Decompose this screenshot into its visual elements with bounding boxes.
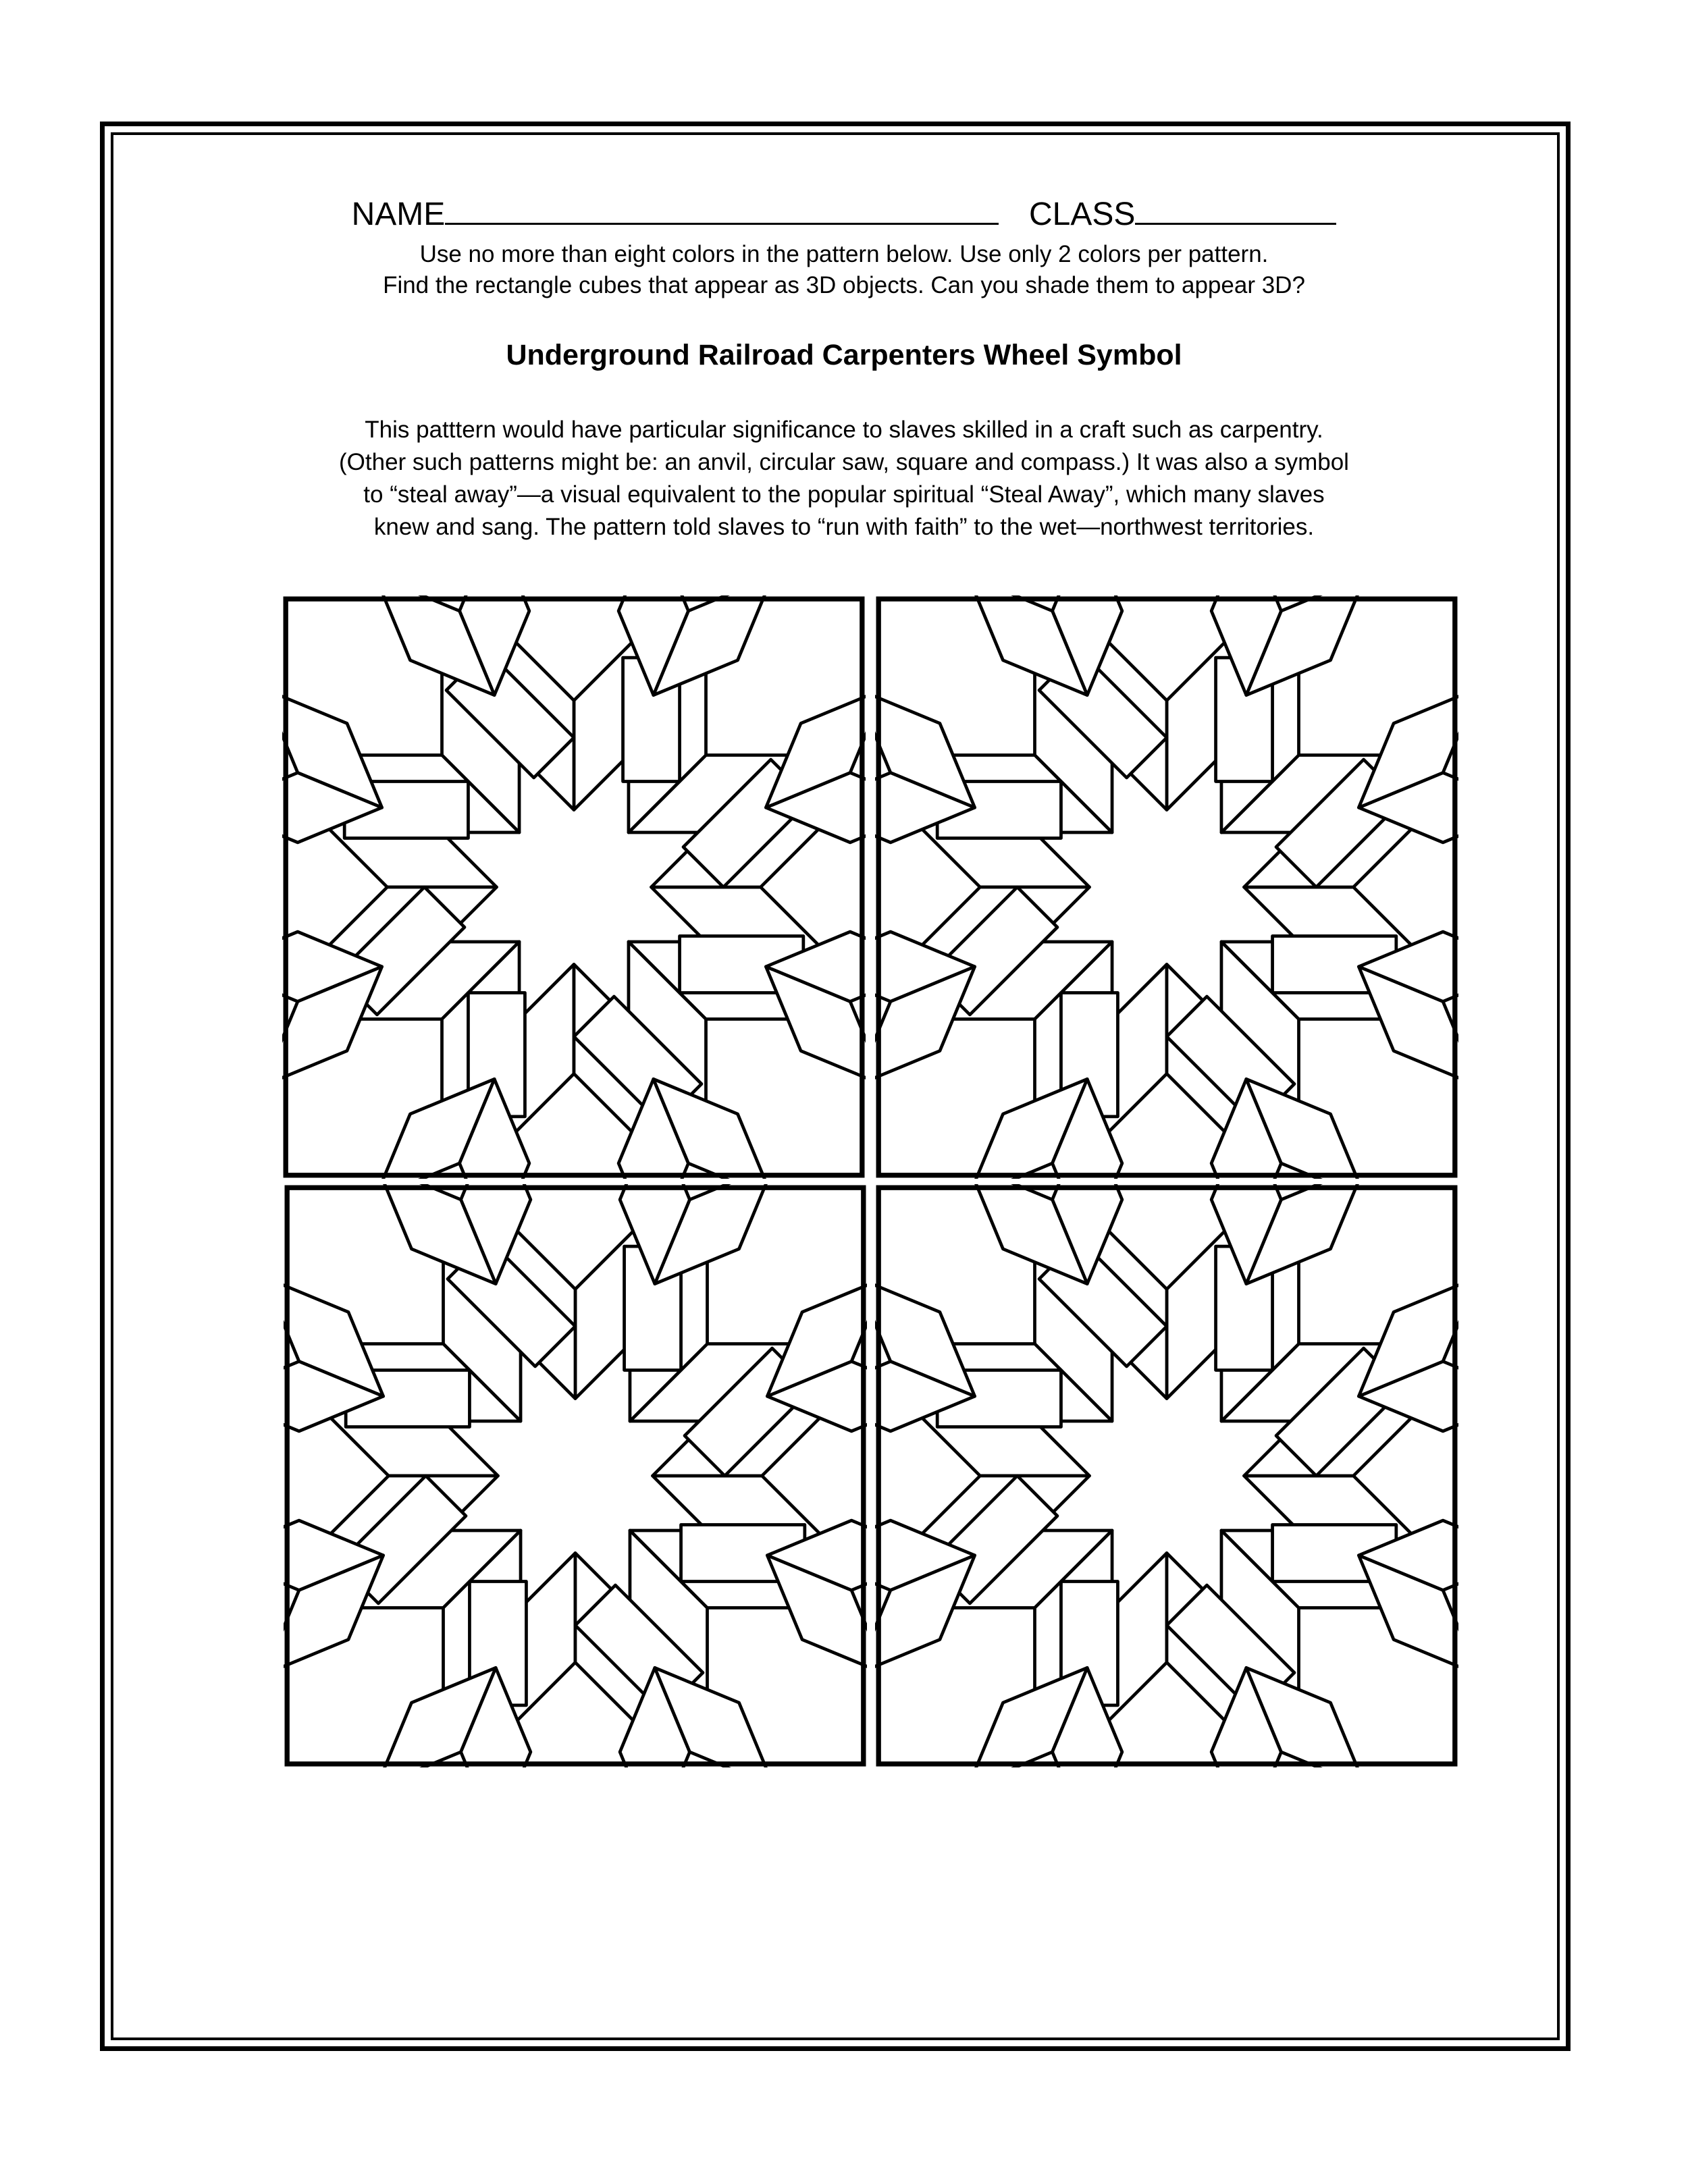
quilt-block-bottom-left[interactable]: [284, 1184, 867, 1767]
quilt-background: [877, 1186, 1456, 1765]
paragraph-line-3: to “steal away”—a visual equivalent to the popular spiritual “Steal Away”, which many slaves: [363, 481, 1325, 508]
quilt-block-top-right[interactable]: [875, 595, 1458, 1179]
name-blank[interactable]: [445, 196, 999, 225]
name-class-line: [0, 196, 1688, 243]
quilt-background: [286, 1186, 864, 1765]
page-title: Underground Railroad Carpenters Wheel Symbol: [506, 339, 1182, 371]
paragraph-line-4: knew and sang. The pattern told slaves to “run with faith” to the wet—northwest territories.: [373, 514, 1315, 540]
quilt-background: [877, 597, 1456, 1176]
instruction-line-2: Find the rectangle cubes that appear as 3D objects. Can you shade them to appear 3D?: [383, 272, 1305, 298]
class-blank[interactable]: [1135, 196, 1336, 225]
quilt-block-top-left[interactable]: [282, 595, 866, 1179]
paragraph-line-1: This patttern would have particular significance to slaves skilled in a craft such as carpentry.: [365, 417, 1323, 443]
paragraph-line-2: (Other such patterns might be: an anvil, circular saw, square and compass.) It was also a symbol: [339, 449, 1349, 475]
name-label: NAME: [351, 196, 446, 232]
class-label: CLASS: [1028, 196, 1136, 232]
quilt-background: [284, 597, 863, 1176]
quilt-block-bottom-right[interactable]: [875, 1184, 1458, 1767]
instruction-line-1: Use no more than eight colors in the pattern below. Use only 2 colors per pattern.: [419, 241, 1269, 267]
